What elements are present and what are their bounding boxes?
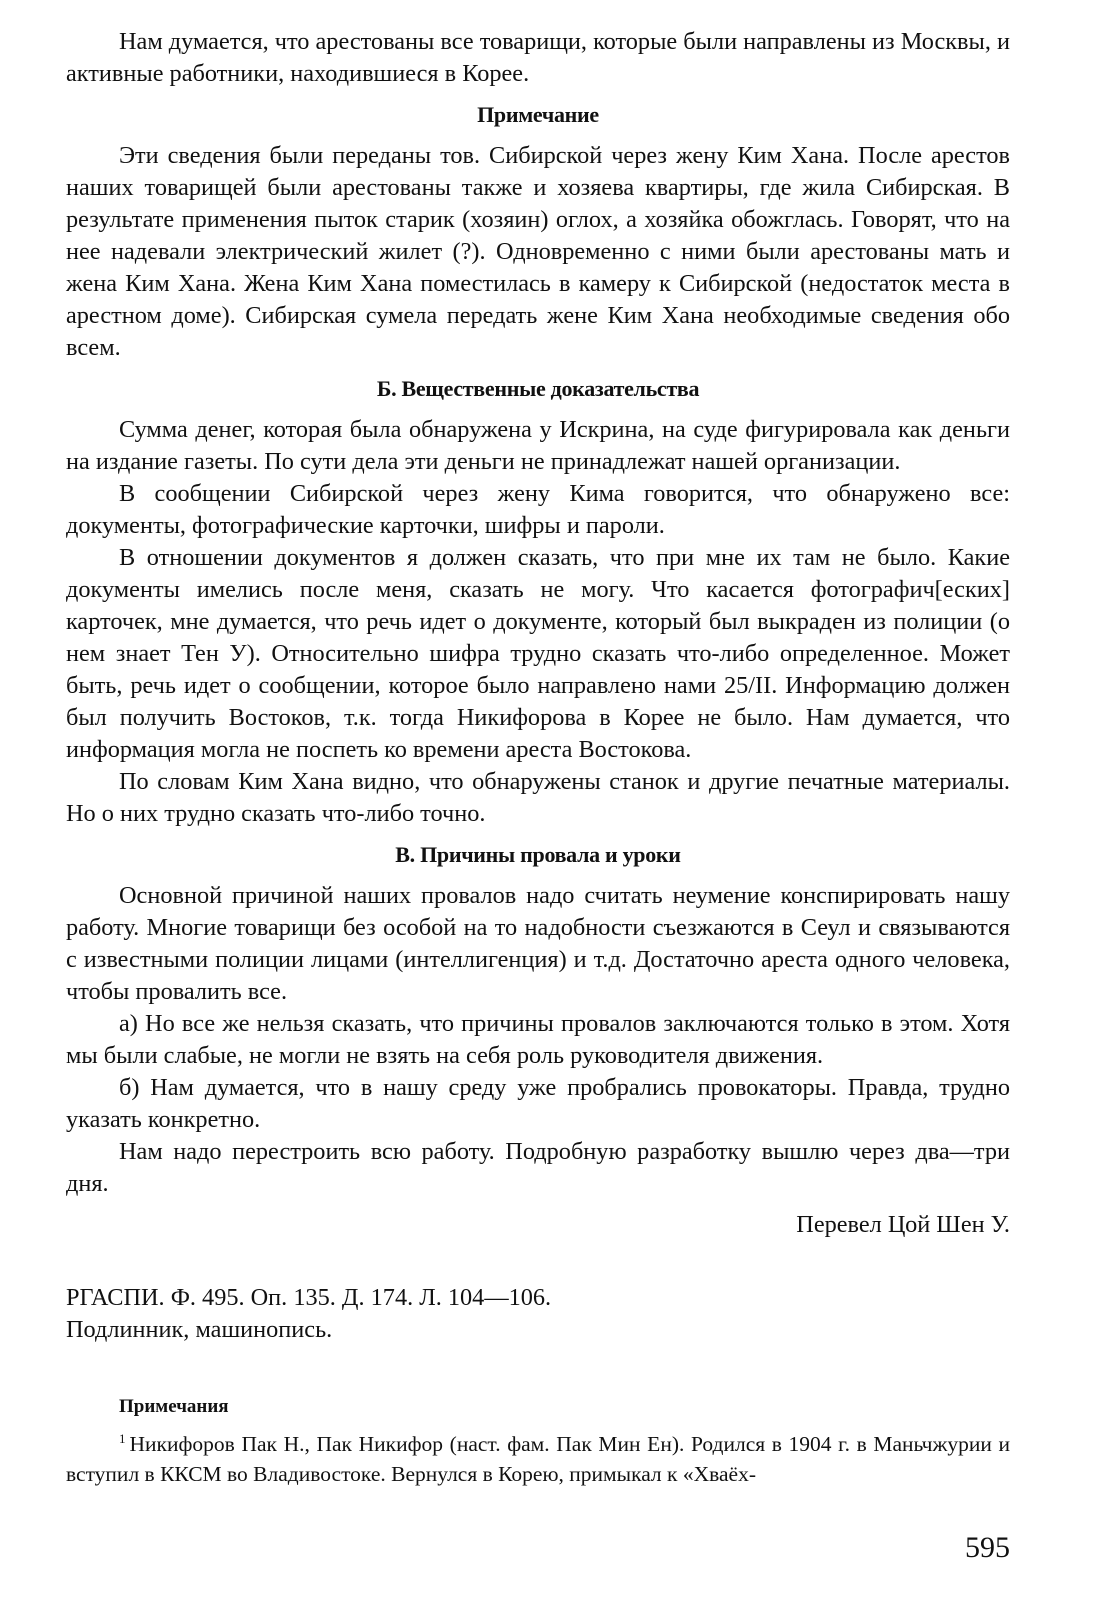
body-paragraph: Основной причиной наших провалов надо считать неумение конспирировать нашу работу. Многие товарищи без особой на то надобности съезжаются в Сеул и связываются с известными полиции лицами (интеллигенция) и т.д. Достаточно ареста одного человека, чтобы провалить все. bbox=[66, 882, 1010, 1005]
body-paragraph: Сумма денег, которая была обнаружена у Искрина, на суде фигурировала как деньги на издание газеты. По сути дела эти деньги не принадлежат нашей организации. bbox=[66, 416, 1010, 475]
body-paragraph: б) Нам думается, что в нашу среду уже пробрались провокаторы. Правда, трудно указать конкретно. bbox=[66, 1074, 1010, 1133]
archive-source bbox=[66, 1282, 1010, 1346]
footnote-number: 1 bbox=[119, 1431, 126, 1446]
page-number: 595 bbox=[965, 1531, 1010, 1564]
footnote-text: Никифоров Пак Н., Пак Никифор (наст. фам. Пак Мин Ен). Родился в 1904 г. в Маньчжурии и вступил в ККСМ во Владивостоке. Вернулся в Корею, примыкал к «Хваёх- bbox=[66, 1432, 1010, 1486]
body-paragraph: В сообщении Сибирской через жену Кима говорится, что обнаружено все: документы, фотографические карточки, шифры и пароли. bbox=[66, 480, 1010, 539]
body-paragraph: По словам Ким Хана видно, что обнаружены станок и другие печатные материалы. Но о них трудно сказать что-либо точно. bbox=[66, 768, 1010, 827]
footnote bbox=[66, 1429, 1010, 1489]
body-paragraph: а) Но все же нельзя сказать, что причины провалов заключаются только в этом. Хотя мы были слабые, не могли не взять на себя роль руководителя движения. bbox=[66, 1010, 1010, 1069]
translator-signature: Перевел Цой Шен У. bbox=[796, 1211, 1010, 1238]
body-paragraph: Эти сведения были переданы тов. Сибирской через жену Ким Хана. После арестов наших товарищей были арестованы также и хозяева квартиры, где жила Сибирская. В результате применения пыток старик (хозяин) оглох, а хозяйка обожглась. Говорят, что на нее надевали электрический жилет (?). Одновременно с ними были арестованы мать и жена Ким Хана. Жена Ким Хана поместилась в камеру к Сибирской (недостаток места в арестном доме). Сибирская сумела передать жене Ким Хана необходимые сведения обо всем. bbox=[66, 142, 1010, 361]
section-heading-evidence: Б. Вещественные доказательства bbox=[376, 376, 700, 401]
section-heading-causes: В. Причины провала и уроки bbox=[395, 842, 681, 867]
notes-heading: Примечания bbox=[119, 1396, 229, 1417]
body-paragraph: В отношении документов я должен сказать, что при мне их там не было. Какие документы имелись после меня, сказать не могу. Что касается фотографич[еских] карточек, мне думается, что речь идет о документе, который был выкраден из полиции (о нем знает Тен У). Относительно шифра трудно сказать что-либо определенное. Может быть, речь идет о сообщении, которое было направлено нами 25/II. Информацию должен был получить Востоков, т.к. тогда Никифорова в Корее не было. Нам думается, что информация могла не поспеть ко времени ареста Востокова. bbox=[66, 544, 1010, 763]
archive-reference: РГАСПИ. Ф. 495. Оп. 135. Д. 174. Л. 104—106. bbox=[66, 1284, 552, 1311]
section-heading-note: Примечание bbox=[477, 102, 599, 127]
document-type: Подлинник, машинопись. bbox=[66, 1316, 333, 1343]
document-page bbox=[66, 26, 1010, 1566]
body-paragraph: Нам думается, что арестованы все товарищи, которые были направлены из Москвы, и активные работники, находившиеся в Корее. bbox=[66, 28, 1010, 87]
body-paragraph: Нам надо перестроить всю работу. Подробную разработку вышлю через два—три дня. bbox=[66, 1138, 1010, 1197]
